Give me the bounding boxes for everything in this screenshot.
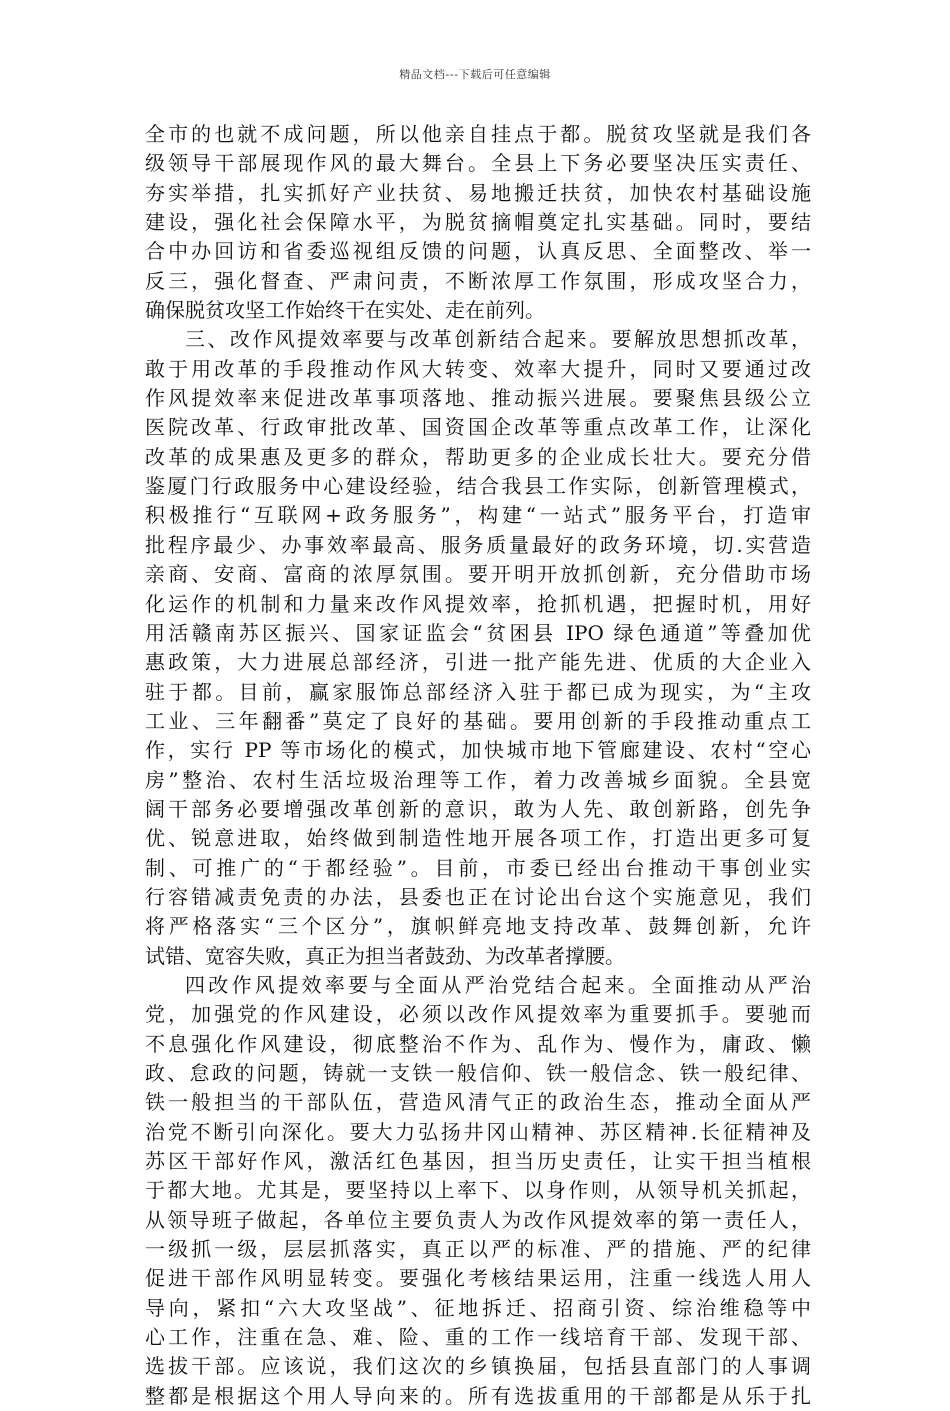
text-line: 作，实行 PP 等市场化的模式，加快城市地下管廊建设、农村“空心 (145, 738, 811, 763)
text-line: 于都大地。尤其是，要坚持以上率下、以身作则，从领导机关抓起， (145, 1178, 811, 1203)
paragraph-3 (145, 971, 811, 1411)
text-line: 工业、三年翻番”莫定了良好的基础。要用创新的手段推动重点工 (145, 708, 811, 733)
text-line: 医院改革、行政审批改革、国资国企改革等重点改革工作，让深化 (145, 415, 811, 440)
text-line: 改革的成果惠及更多的群众，帮助更多的企业成长壮大。要充分借 (145, 444, 811, 469)
text-line: 党，加强党的作风建设，必须以改作风提效率为重要抓手。要驰而 (145, 1002, 811, 1027)
text-line: 选拔干部。应该说，我们这次的乡镇换届，包括县直部门的人事调 (145, 1354, 811, 1379)
text-line: 整都是根据这个用人导向来的。所有选拔重用的干部都是从乐于扎 (145, 1383, 811, 1408)
text-line: 敢于用改革的手段推动作风大转变、效率大提升，同时又要通过改 (145, 356, 811, 381)
text-line: 全市的也就不成问题，所以他亲自挂点于都。脱贫攻坚就是我们各 (145, 122, 811, 146)
text-line: 四改作风提效率要与全面从严治党结合起来。全面推动从严治 (185, 972, 811, 997)
text-line: 行容错减责免责的办法，县委也正在讨论出台这个实施意见，我们 (145, 884, 811, 909)
text-line: 化运作的机制和力量来改作风提效率，抢抓机遇，把握时机，用好 (145, 591, 811, 616)
text-line: 鉴厦门行政服务中心建设经验，结合我县工作实际，创新管理模式， (145, 474, 811, 499)
page-header: 精品文档---下载后可任意编辑 (399, 68, 551, 81)
text-line: 一级抓一级，层层抓落实，真正以严的标准、严的措施、严的纪律 (145, 1237, 811, 1262)
text-line: 治党不断引向深化。要大力弘扬井冈山精神、苏区精神.长征精神及 (145, 1119, 811, 1144)
text-line: 将严格落实“三个区分”，旗帜鲜亮地支持改革、鼓舞创新，允许 (145, 914, 811, 939)
text-line: 夯实举措，扎实抓好产业扶贫、易地搬迁扶贫，加快农村基础设施 (145, 180, 811, 205)
text-line: 作风提效率来促进改革事项落地、推动振兴进展。要聚焦县级公立 (145, 386, 811, 411)
text-line: 积极推行“互联网+政务服务”，构建“一站式”服务平台，打造审 (145, 503, 811, 528)
text-line: 制、可推广的“于都经验”。目前，市委已经出台推动干事创业实 (145, 855, 811, 880)
text-line: 反三，强化督查、严肃问责，不断浓厚工作氛围，形成攻坚合力， (145, 268, 811, 293)
text-line: 建设，强化社会保障水平，为脱贫摘帽奠定扎实基础。同时，要结 (145, 210, 811, 235)
text-line: 三、改作风提效率要与改革创新结合起来。要解放思想抓改革， (185, 327, 811, 352)
text-line: 惠政策，大力进展总部经济，引进一批产能先进、优质的大企业入 (145, 650, 811, 675)
text-line: 试错、宽容失败，真正为担当者鼓劲、为改革者撑腰。 (145, 943, 625, 968)
paragraph-2 (145, 325, 811, 971)
text-line: 促进干部作风明显转变。要强化考核结果运用，注重一线选人用人 (145, 1266, 811, 1291)
text-line: 批程序最少、办事效率最高、服务质量最好的政务环境，切.实营造 (145, 532, 811, 557)
text-line: 阔干部务必要增强改革创新的意识，敢为人先、敢创新路，创先争 (145, 796, 811, 821)
paragraph-1 (145, 120, 811, 325)
text-line: 铁一般担当的干部队伍，营造风清气正的政治生态，推动全面从严 (145, 1090, 811, 1115)
text-line: 优、锐意进取，始终做到制造性地开展各项工作，打造出更多可复 (145, 826, 811, 851)
text-line: 房”整治、农村生活垃圾治理等工作，着力改善城乡面貌。全县宽 (145, 767, 811, 792)
text-line: 驻于都。目前，赢家服饰总部经济入驻于都已成为现实，为“主攻 (145, 679, 811, 704)
text-line: 苏区干部好作风，激活红色基因，担当历史责任，让实干担当植根 (145, 1149, 811, 1174)
text-line: 导向，紧扣“六大攻坚战”、征地拆迁、招商引资、综治维稳等中 (145, 1295, 811, 1320)
text-line: 从领导班子做起，各单位主要负责人为改作风提效率的第一责任人， (145, 1207, 811, 1232)
text-line: 级领导干部展现作风的最大舞台。全县上下务必要坚决压实责任、 (145, 151, 811, 176)
text-line: 确保脱贫攻坚工作始终干在实处、走在前列。 (145, 298, 545, 323)
text-line: 政、怠政的问题，铸就一支铁一般信仰、铁一般信念、铁一般纪律、 (145, 1061, 811, 1085)
text-line: 用活赣南苏区振兴、国家证监会“贫困县 IPO 绿色通道”等叠加优 (145, 620, 811, 645)
text-line: 心工作，注重在急、难、险、重的工作一线培育干部、发现干部、 (145, 1325, 811, 1350)
text-line: 合中办回访和省委巡视组反馈的问题，认真反思、全面整改、举一 (145, 239, 811, 264)
document-body (145, 120, 811, 1411)
text-line: 亲商、安商、富商的浓厚氛围。要开明开放抓创新，充分借助市场 (145, 562, 811, 587)
text-line: 不息强化作风建设，彻底整治不作为、乱作为、慢作为，庸政、懒 (145, 1031, 811, 1056)
